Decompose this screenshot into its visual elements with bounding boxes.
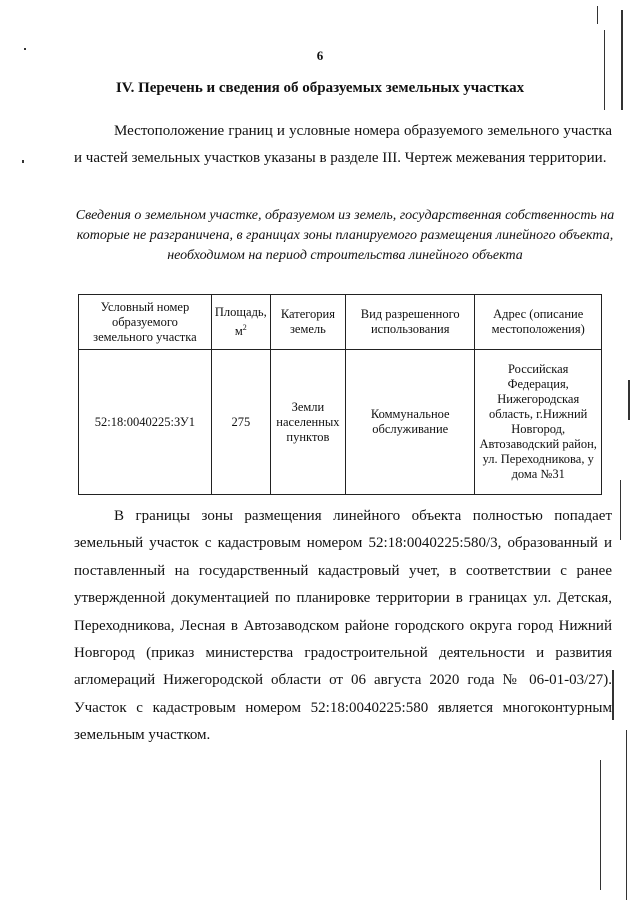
header-area-unit-power: 2 [242,322,247,332]
scan-artifact [604,30,605,110]
scan-artifact [22,160,24,163]
header-parcel-number: Условный номер образуемого земельного участка [79,295,212,350]
section-title: IV. Перечень и сведения об образуемых земельных участках [115,80,525,96]
header-address: Адрес (описание местоположения) [475,295,602,350]
cell-area: 275 [211,350,270,495]
scan-artifact [620,480,621,540]
table-row [79,350,602,495]
scan-artifact [626,730,627,900]
header-area-label: Площадь, м [214,304,267,339]
scan-artifact [597,6,598,24]
scan-artifact [628,380,630,420]
header-area [211,295,270,350]
header-land-category: Категория земель [270,295,345,350]
scan-artifact [621,10,623,110]
cell-land-category: Земли населенных пунктов [270,350,345,495]
table-caption: Сведения о земельном участке, образуемом из земель, государственная собственность на которые не разграничена, в границах зоны планируемого размещения линейного объекта, необходимом на период строительства линейного объекта [75,208,615,263]
parcel-table [78,294,602,495]
cell-parcel-number: 52:18:0040225:ЗУ1 [79,350,212,495]
cell-permitted-use: Коммунальное обслуживание [346,350,475,495]
closing-paragraph: В границы зоны размещения линейного объекта полностью попадает земельный участок с кадастровым номером 52:18:0040225:580/3, образованный и поставленный на государственный кадастровый учет, в соответствии с ранее утвержденной документацией по планировке территории в границах ул. Детская, Переходникова, Лесная в Автозаводском районе городского округа город Нижний Новгород (приказ министерства градостроительной деятельности и развития агломераций Нижегородской области от 06 августа 2020 года № 06-01-03/27). Участок с кадастровым номером 52:18:0040225:580 является многоконтурным земельным участком. [74,508,612,744]
cell-address: Российская Федерация, Нижегородская область, г.Нижний Новгород, Автозаводский район, ул. Переходникова, у дома №31 [475,350,602,495]
scan-artifact [600,760,601,890]
table-header-row [79,295,602,350]
header-permitted-use: Вид разрешенного использования [346,295,475,350]
scan-artifact [612,670,614,720]
page-number: 6 [316,48,324,63]
scan-artifact [24,48,26,50]
intro-paragraph: Местоположение границ и условные номера образуемого земельного участка и частей земельных участков указаны в разделе III. Чертеж межевания территории. [74,123,612,166]
